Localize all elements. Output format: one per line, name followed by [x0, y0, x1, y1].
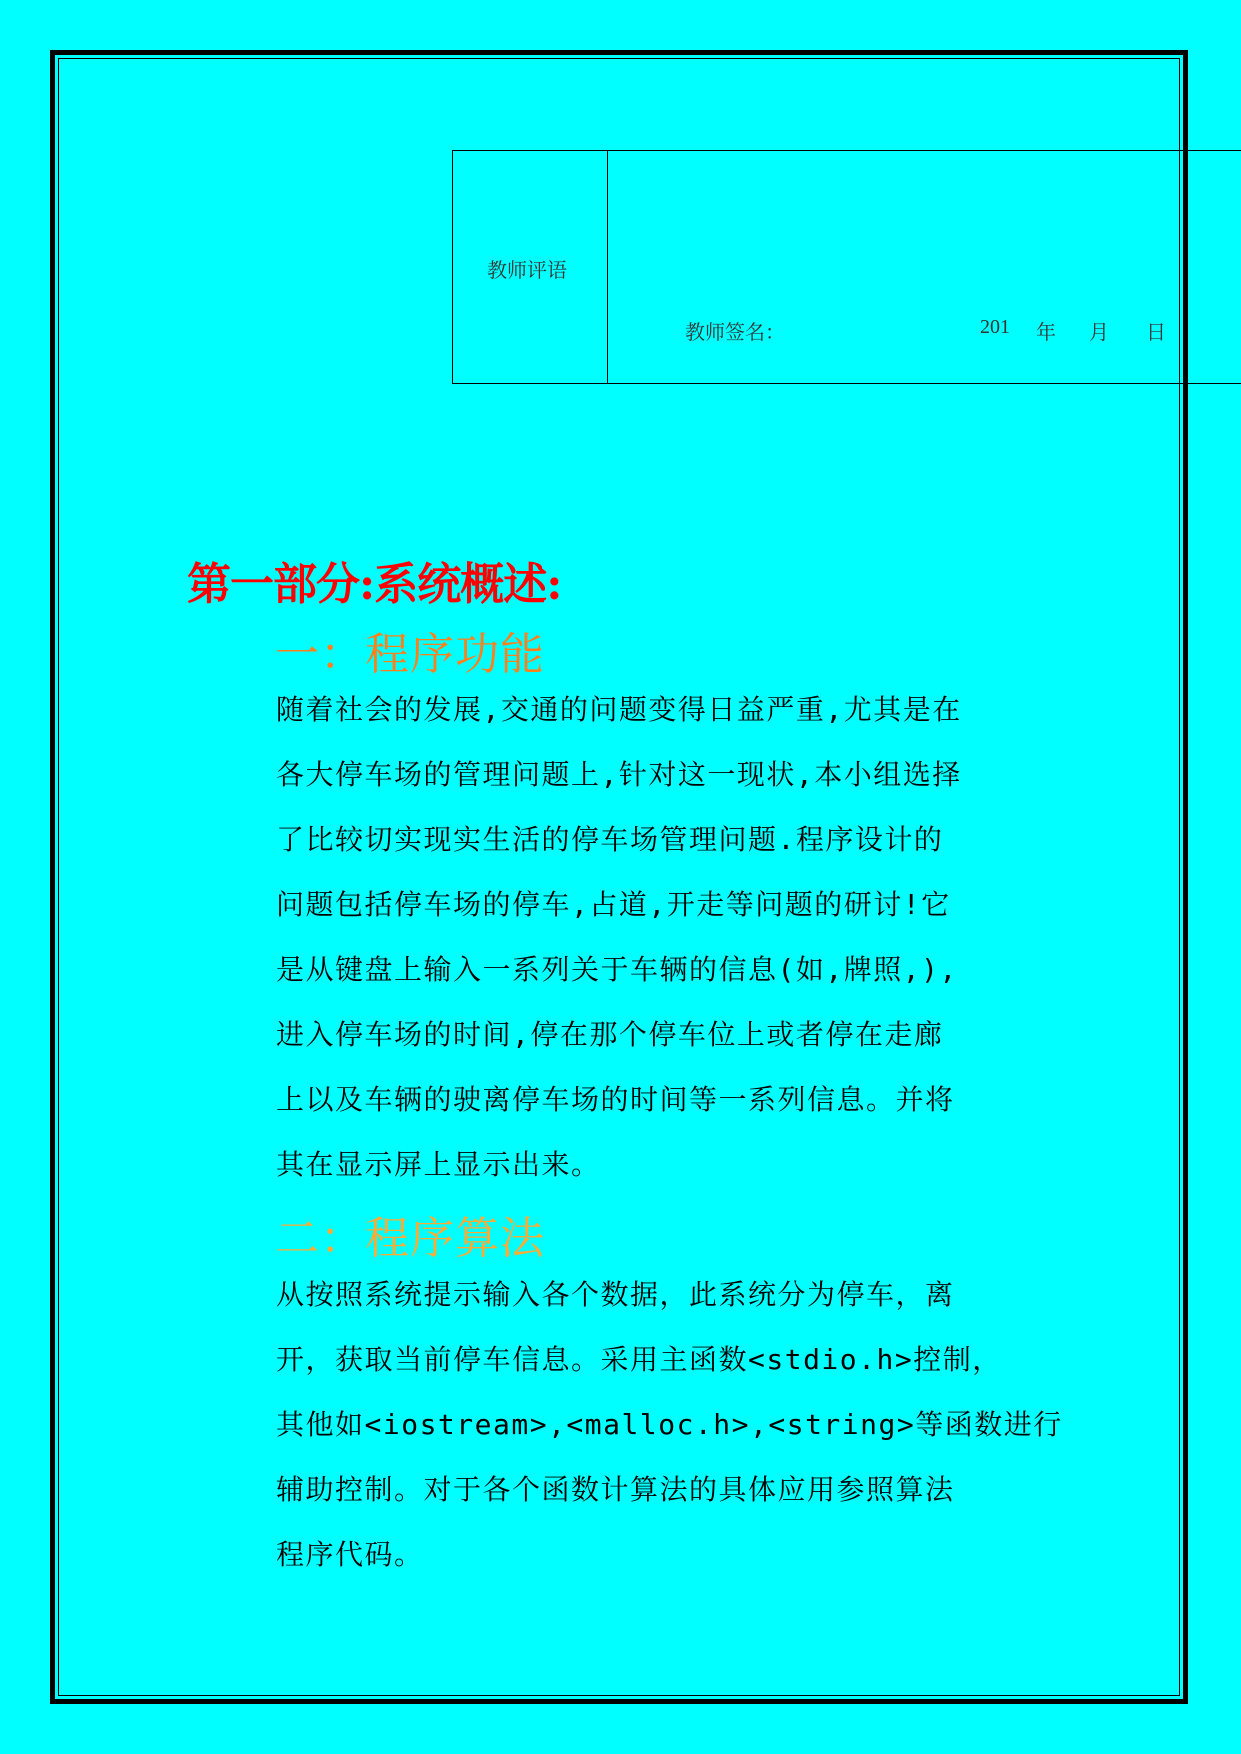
paragraph-line: 其他如<iostream>,<malloc.h>,<string>等函数进行: [276, 1408, 1063, 1441]
paragraph-line: 从按照系统提示输入各个数据，此系统分为停车，离: [276, 1278, 955, 1311]
paragraph-line: 其在显示屏上显示出来。: [276, 1148, 601, 1181]
paragraph-line: 辅助控制。对于各个函数计算法的具体应用参照算法: [276, 1473, 955, 1506]
date-day-label: 日: [1146, 322, 1166, 344]
teacher-comment-divider: [607, 150, 608, 384]
program-function-paragraph: [276, 677, 1066, 1197]
program-algorithm-paragraph: [276, 1262, 1066, 1587]
teacher-comment-table: [452, 150, 1241, 384]
date-year-label: 年: [1036, 322, 1056, 344]
program-algorithm-heading: 二：程序算法: [275, 1213, 545, 1264]
paragraph-line: 问题包括停车场的停车,占道,开走等问题的研讨!它: [276, 888, 951, 921]
paragraph-line: 各大停车场的管理问题上,针对这一现状,本小组选择: [276, 758, 962, 791]
paragraph-line: 是从键盘上输入一系列关于车辆的信息(如,牌照,),: [276, 953, 958, 986]
teacher-comment-label: 教师评语: [487, 260, 567, 282]
paragraph-line: 上以及车辆的驶离停车场的时间等一系列信息。并将: [276, 1083, 955, 1116]
paragraph-line: 进入停车场的时间,停在那个停车位上或者停在走廊: [276, 1018, 944, 1051]
paragraph-line: 了比较切实现实生活的停车场管理问题.程序设计的: [276, 823, 944, 856]
paragraph-line: 程序代码。: [276, 1538, 424, 1571]
date-month-label: 月: [1089, 322, 1109, 344]
paragraph-line: 随着社会的发展,交通的问题变得日益严重,尤其是在: [276, 693, 962, 726]
paragraph-line: 开，获取当前停车信息。采用主函数<stdio.h>控制，: [276, 1343, 1002, 1376]
teacher-signature-label: 教师签名：: [685, 322, 785, 344]
section-title: 第一部分:系统概述:: [187, 559, 562, 610]
program-function-heading: 一：程序功能: [275, 629, 545, 680]
date-year-prefix: 201: [980, 316, 1010, 338]
